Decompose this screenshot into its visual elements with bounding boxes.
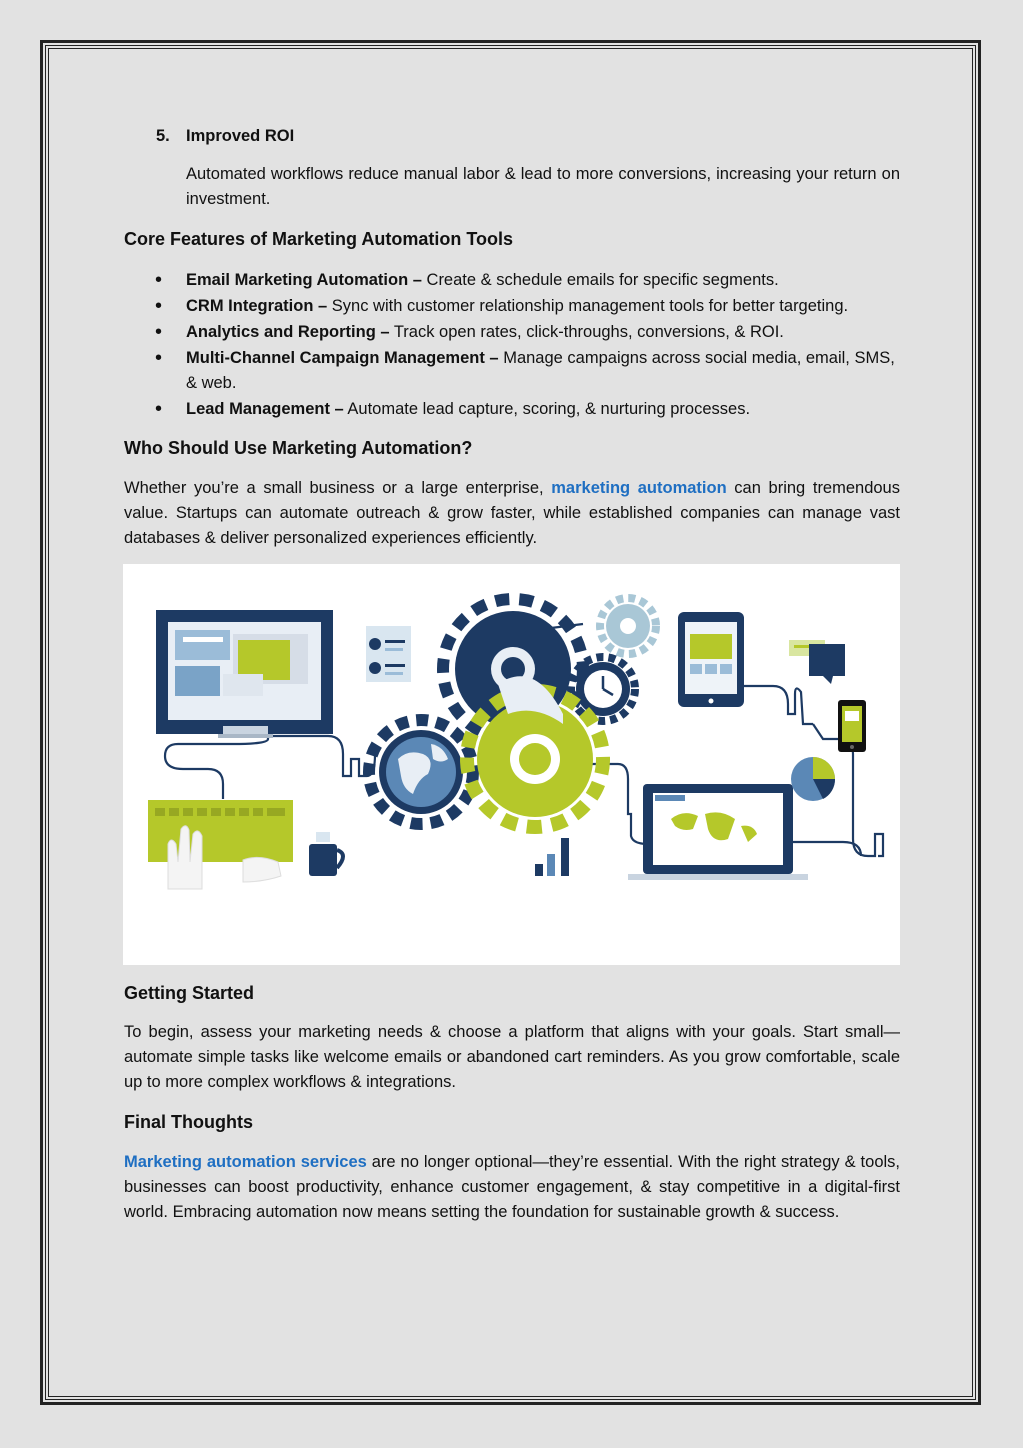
globe-gear-icon <box>369 720 473 824</box>
list-item <box>124 294 900 319</box>
list-item <box>124 397 900 422</box>
feature-label: CRM Integration – <box>186 297 328 315</box>
who-text-after: can bring tremendous value. Startups can automate outreach & grow faster, while established companies can manage vast databases & deliver personalized experiences efficiently. <box>124 479 900 547</box>
final-thoughts-heading: Final Thoughts <box>124 1112 253 1132</box>
feature-label: Email Marketing Automation – <box>186 271 422 289</box>
marketing-automation-services-link[interactable]: Marketing automation services <box>124 1153 367 1171</box>
feature-text: Sync with customer relationship management tools for better targeting. <box>327 297 849 315</box>
chat-bubbles-icon <box>789 640 845 684</box>
feature-text: Create & schedule emails for specific segments. <box>421 271 779 289</box>
feature-text: Manage campaigns across social media, email, SMS, & web. <box>186 349 895 392</box>
feature-label: Multi-Channel Campaign Management – <box>186 349 499 367</box>
core-features-heading: Core Features of Marketing Automation Tools <box>124 229 514 249</box>
feature-label: Analytics and Reporting – <box>186 323 390 341</box>
illustration-svg <box>123 564 900 965</box>
clock-gear-icon <box>571 657 635 721</box>
smartphone-icon <box>838 700 866 752</box>
tablet-icon <box>678 612 744 707</box>
final-thoughts-paragraph <box>124 1150 900 1225</box>
marketing-automation-link[interactable]: marketing automation <box>551 479 727 497</box>
small-gear-top-icon <box>600 598 656 654</box>
feature-text: Automate lead capture, scoring, & nurturing processes. <box>343 400 751 418</box>
laptop-icon <box>628 784 808 880</box>
feature-label: Lead Management – <box>186 400 344 418</box>
pie-chart-icon <box>791 757 835 801</box>
roi-number: 5. <box>156 127 170 145</box>
list-item <box>124 346 900 396</box>
bar-chart-icon <box>535 838 569 876</box>
documents-icon <box>366 626 411 682</box>
final-text: are no longer optional—they’re essential. With the right strategy & tools, businesses can boost productivity, enhance customer engagement, & stay competitive in a digital-first world. Embracing automation now means setting the foundation for sustainable growth & success. <box>124 1153 900 1221</box>
roi-heading <box>156 124 294 149</box>
roi-paragraph: Automated workflows reduce manual labor & lead to more conversions, increasing your return on investment. <box>186 165 900 208</box>
who-text-before: Whether you’re a small business or a large enterprise, <box>124 479 552 497</box>
feature-text: Track open rates, click-throughs, conversions, & ROI. <box>389 323 784 341</box>
who-paragraph <box>124 476 900 551</box>
marketing-automation-illustration <box>123 564 900 965</box>
getting-started-heading: Getting Started <box>124 983 255 1003</box>
features-list <box>124 268 900 423</box>
coffee-mug-icon <box>309 832 343 876</box>
roi-title: Improved ROI <box>186 127 295 145</box>
list-item <box>124 320 900 345</box>
list-item <box>124 268 900 293</box>
getting-started-paragraph: To begin, assess your marketing needs & choose a platform that aligns with your goals. Start small—automate simple tasks like welcome emails or abandoned cart reminders. As you grow comfortable, scale up to more complex workflows & integrations. <box>124 1023 900 1091</box>
desktop-monitor-icon <box>156 610 333 738</box>
who-heading: Who Should Use Marketing Automation? <box>124 438 473 458</box>
